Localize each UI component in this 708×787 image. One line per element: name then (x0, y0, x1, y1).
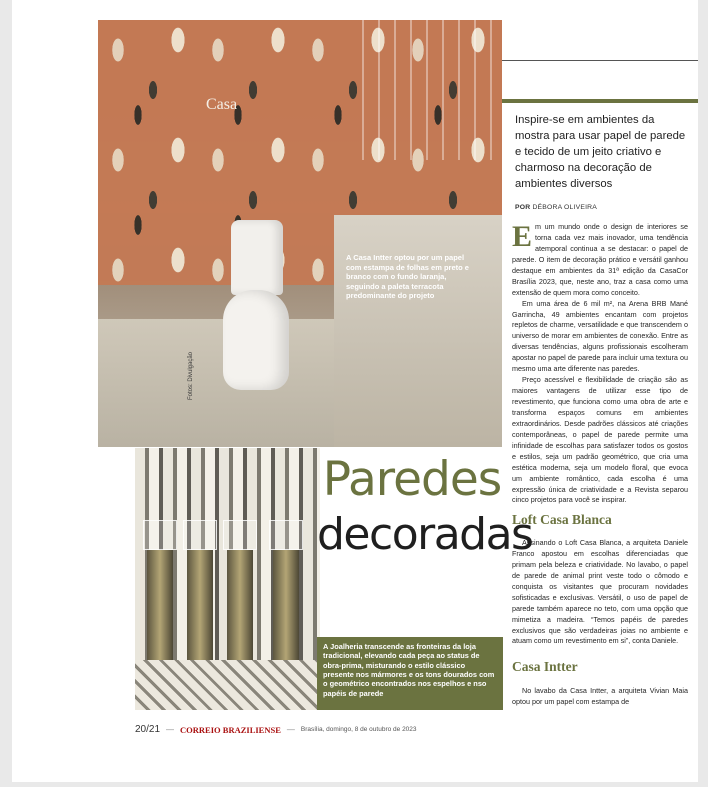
photo-credit: Fotos: Divulgação (188, 351, 194, 400)
byline (515, 204, 597, 211)
subheading-loft-casa-blanca: Loft Casa Blanca (512, 512, 612, 527)
section-kicker: Casa (206, 96, 238, 113)
glass-case (269, 520, 303, 550)
footer-separator: — (166, 725, 175, 734)
pendant-lights (348, 20, 498, 160)
page-numbers: 20/21 (135, 724, 161, 735)
subheading-casa-intter: Casa Intter (512, 659, 578, 674)
glass-case (183, 520, 217, 550)
drop-cap: E (512, 220, 533, 253)
paragraph: Preço acessível e flexibilidade de criação são as maiores vantagens de utilizar esse tipo de revestimento, que funciona como uma obra de arte e transforma espaços comuns em ambientes extraordinários. Desde padrões clássicos até criações contemporâneas, o papel de parede permite uma infinidade de escolhas para satisfazer todos os gostos e estilos, seja um padrão geométrico, que cria uma estética moderna, seja um modelo floral, que evoca um ambiente romântico, cada escolha é uma expressão única de criatividade e a Revista separou cinco projetos para você se inspirar. (512, 375, 688, 505)
divider-rule (502, 60, 698, 61)
paragraph: No lavabo da Casa Intter, a arquiteta Vivian Maia optou por um papel com estampa de (512, 686, 688, 706)
glass-case (223, 520, 257, 550)
article-deck: Inspire-se em ambientes da mostra para usar papel de parede e tecido de um jeito criativo e charmoso na decoração de ambientes diversos (515, 114, 686, 191)
byline-prefix: POR (515, 204, 531, 211)
article-body-2 (512, 538, 688, 647)
jewelry-store-photo (135, 448, 320, 710)
paragraph: Assinando o Loft Casa Blanca, a arquiteta Daniele Franco apostou em escolhas diferenciadas que primam pela beleza e criatividade. No lavabo, o papel de parede de animal print veste todo o cômodo e conquista os visitantes que procuram novidades sofisticadas e exclusivas. Versátil, o uso de papel de parede também aparece no teto, com uma opção que mimetiza a madeira. “Temos papéis de paredes exclusivos que são verdadeiras joias no ambiente e atuam como um revestimento em si”, conta Daniele. (512, 538, 688, 646)
article-body (512, 222, 688, 506)
accent-rule (502, 99, 698, 103)
page-footer (135, 724, 417, 735)
headline-line-2: decoradas (317, 509, 533, 560)
photo-caption-jewelry: A Joalheria transcende as fronteiras da loja tradicional, elevando cada peça ao status de obra-prima, misturando o estilo clássico presente nos mármores e os tons dourados com o geométrico encontrados nos espelhos e nso papéis de parede (317, 637, 503, 710)
bathroom-photo (98, 20, 502, 447)
footer-separator: — (286, 725, 295, 734)
byline-author: DÉBORA OLIVEIRA (532, 204, 598, 211)
toilet-bowl (223, 290, 289, 390)
issue-date: Brasília, domingo, 8 de outubro de 2023 (300, 726, 417, 733)
toilet-tank (231, 220, 283, 295)
headline (317, 452, 533, 560)
magazine-page (12, 0, 698, 782)
newspaper-brand: CORREIO BRAZILIENSE (180, 724, 281, 735)
headline-line-1: Paredes (322, 452, 502, 507)
article-body-3 (512, 686, 688, 708)
stone-sink (334, 215, 502, 447)
photo-caption: A Casa Intter optou por um papel com estampa de folhas em preto e branco com o fundo laranja, seguindo a paleta terracota predominante do projeto (346, 253, 469, 301)
paragraph: Em uma área de 6 mil m², na Arena BRB Mané Garrincha, 49 ambientes encantam com projetos repletos de charme, versatilidade e que transcendem o universo de morar em ambientes de conexão. Entre as diversas tendências, alguns profissionais escolheram apostar no papel de parede para incluir uma textura ou mesmo uma arte diferente nas paredes. (512, 298, 688, 374)
glass-case (143, 520, 177, 550)
paragraph: Em um mundo onde o design de interiores se torna cada vez mais inovador, uma tendência atemporal continua a se destacar: o papel de parede. O item de decoração prático e versátil ganhou destaque em ambientes da 31ª edição da CasaCor Brasília 2023, que, neste ano, traz a casa como uma extensão de quem mora como conceito. (512, 220, 688, 297)
geometric-floor (135, 660, 320, 710)
